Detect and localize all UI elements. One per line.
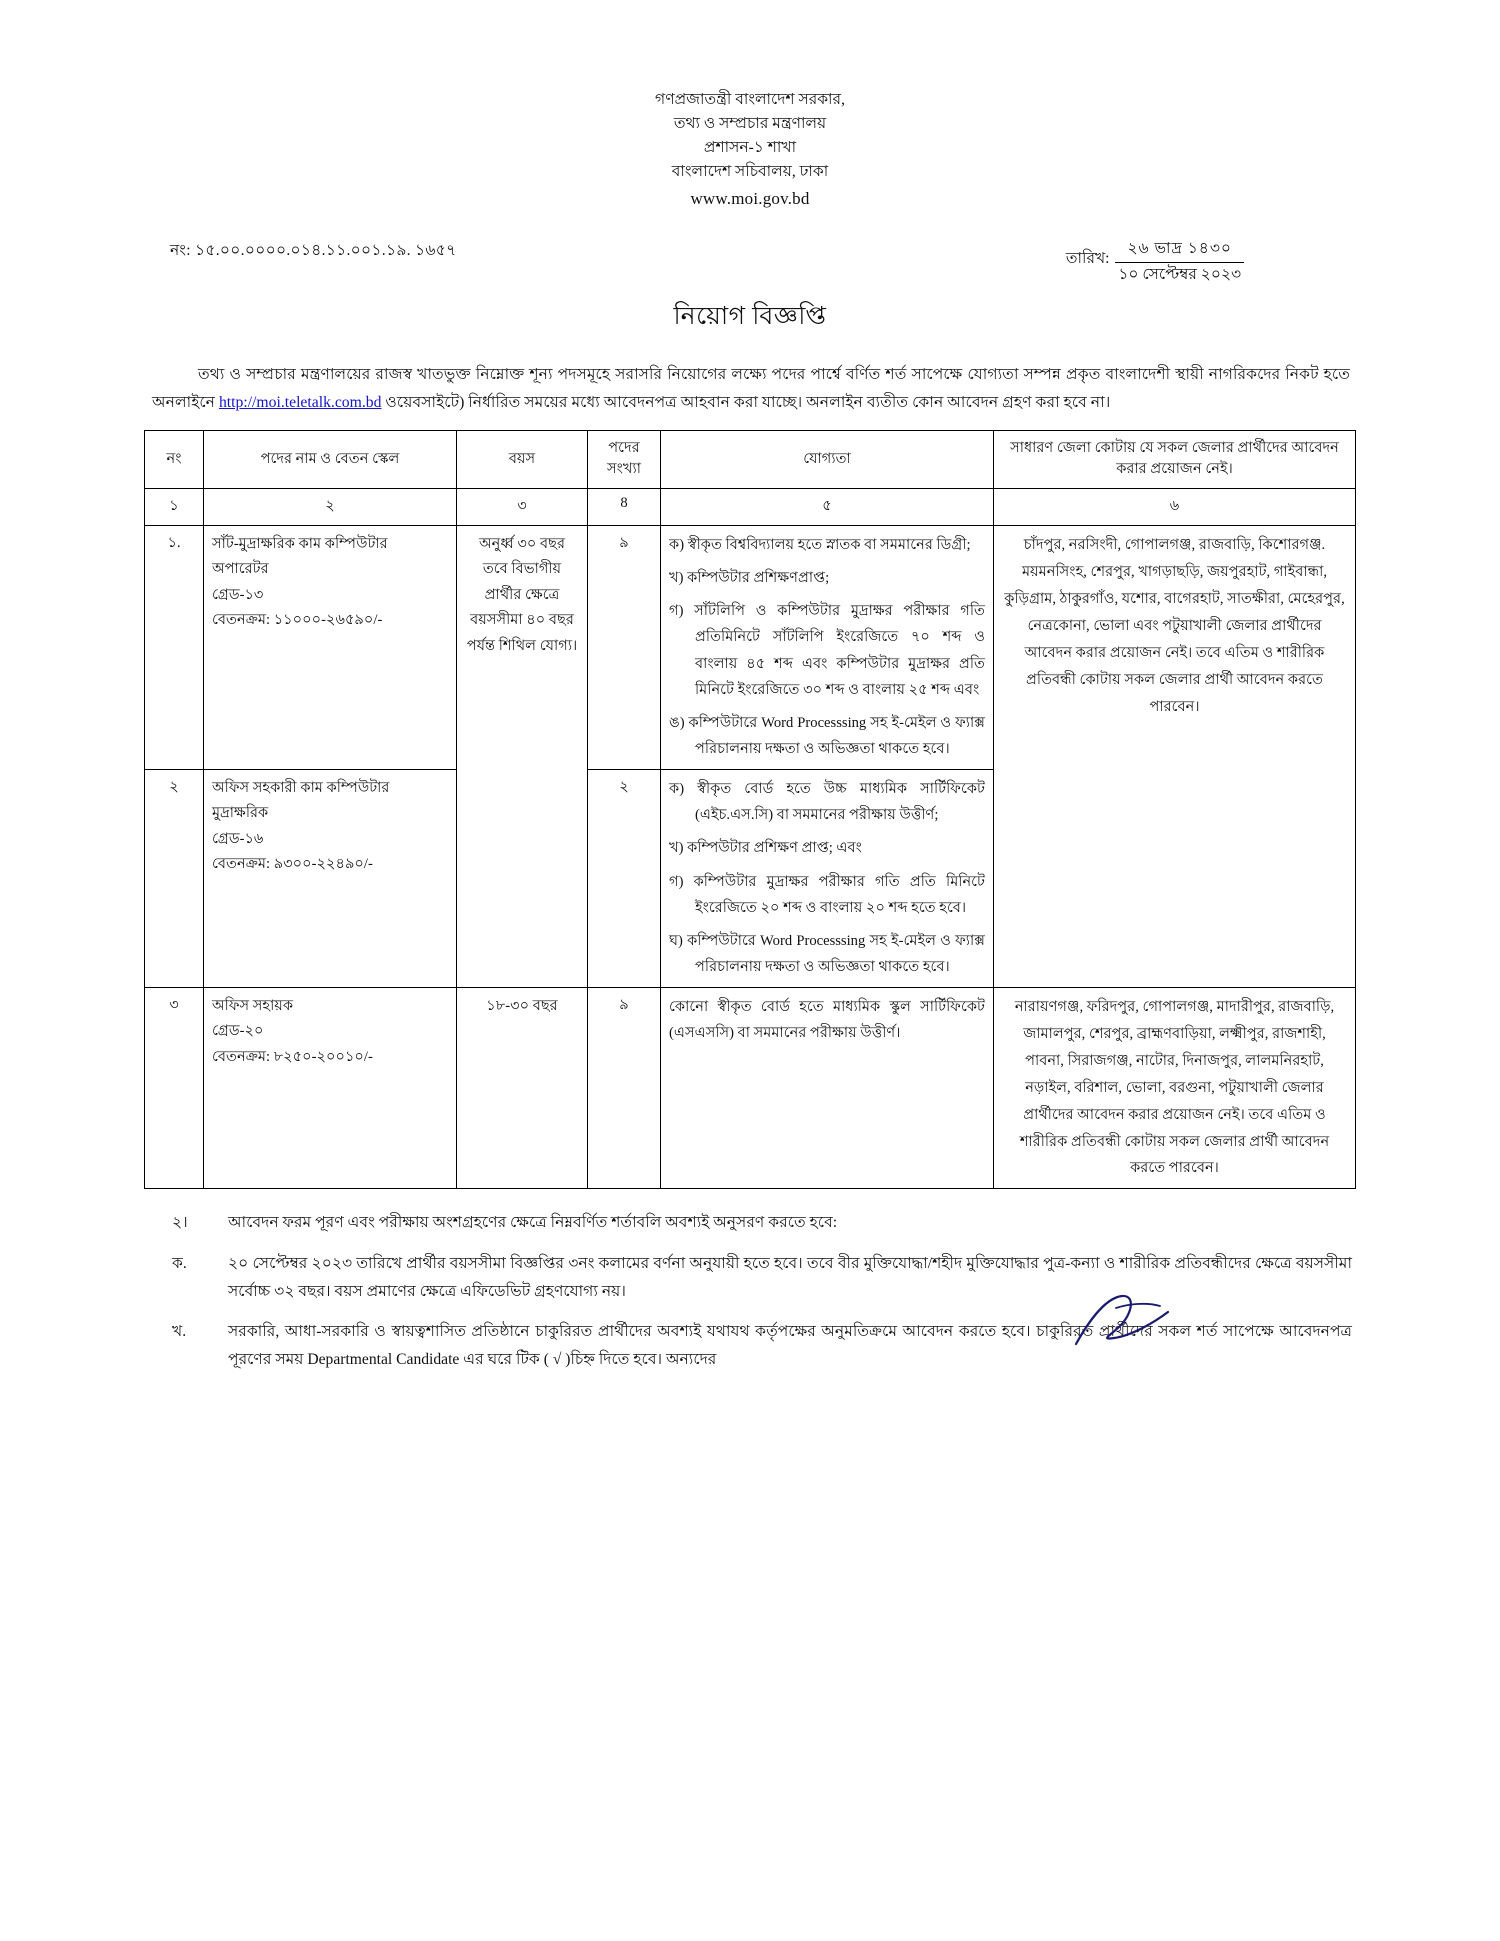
row-1-qual-d: ঙ) কম্পিউটারে Word Processsing সহ ই-মেইল ও ফ্যাক্স পরিচালনায় দক্ষতা ও অভিজ্ঞতা থাকতে হবে। bbox=[669, 715, 985, 758]
row-3-excluded-districts: নারায়ণগঞ্জ, ফরিদপুর, গোপালগঞ্জ, মাদারীপুর, রাজবাড়ি, জামালপুর, শেরপুর, ব্রাহ্মণবাড়িয়া, লক্ষ্মীপুর, রাজশাহী, পাবনা, সিরাজগঞ্জ, নাটোর, দিনাজপুর, লালমনিরহাট, নড়াইল, বরিশাল, ভোলা, বরগুনা, পটুয়াখালী জেলার প্রার্থীদের আবেদন করার প্রয়োজন নেই। তবে এতিম ও শারীরিক প্রতিবন্ধী কোটায় সকল জেলার প্রার্থী আবেদন করতে পারবেন। bbox=[994, 987, 1356, 1189]
header-sl: নং bbox=[145, 431, 204, 488]
rows-1-2-excluded-districts: চাঁদপুর, নরসিংদী, গোপালগঞ্জ, রাজবাড়ি, কিশোরগঞ্জ. ময়মনসিংহ, শেরপুর, খাগড়াছড়ি, জয়পুরহাট, গাইবান্ধা, কুড়িগ্রাম, ঠাকুরগাঁও, যশোর, বাগেরহাট, সাতক্ষীরা, মেহেরপুর, নেত্রকোনা, ভোলা এবং পটুয়াখালী জেলার প্রার্থীদের আবেদন করার প্রয়োজন নেই। তবে এতিম ও শারীরিক প্রতিবন্ধী কোটায় সকল জেলার প্রার্থী আবেদন করতে পারবেন। bbox=[994, 525, 1356, 987]
colnum-3: ৩ bbox=[457, 488, 588, 525]
vacancy-table bbox=[144, 430, 1356, 1189]
colnum-6: ৬ bbox=[994, 488, 1356, 525]
letterhead-line-4: বাংলাদেশ সচিবালয়, ঢাকা bbox=[671, 163, 829, 181]
row-1-pay-scale: বেতনক্রম: ১১০০০-২৬৫৯০/- bbox=[212, 612, 383, 629]
row-1-age: অনুর্ধ্ব ৩০ বছর তবে বিভাগীয় প্রার্থীর ক্ষেত্রে বয়সসীমা ৪০ বছর পর্যন্ত শিথিল যোগ্য। bbox=[457, 525, 588, 987]
row-2-post-line-1: অফিস সহকারী কাম কম্পিউটার bbox=[212, 779, 390, 796]
website-url[interactable]: www.moi.gov.bd bbox=[690, 189, 810, 209]
row-2-post-line-2: মুদ্রাক্ষরিক bbox=[212, 805, 269, 822]
row-3-sl: ৩ bbox=[145, 987, 204, 1189]
condition-intro bbox=[144, 1209, 1356, 1237]
row-2-qual-a: ক) স্বীকৃত বোর্ড হতে উচ্চ মাধ্যমিক সার্টিফিকেট (এইচ.এস.সি) বা সমমানের পরীক্ষায় উত্তীর্ণ; bbox=[669, 780, 985, 823]
row-1-qual-a: ক) স্বীকৃত বিশ্ববিদ্যালয় হতে স্নাতক বা সমমানের ডিগ্রী; bbox=[669, 536, 971, 553]
row-3-pay-scale: বেতনক্রম: ৮২৫০-২০০১০/- bbox=[212, 1048, 373, 1065]
row-3-post bbox=[204, 987, 457, 1189]
signature-mark bbox=[1056, 1286, 1206, 1356]
intro-part-1: তথ্য ও সম্প্রচার মন্ত্রণালয়ের রাজস্ব খাতভুক্ত নিম্নোক্ত শূন্য পদসমূহে সরাসরি নিয়োগের লক্ষ্যে পদের পার্শ্বে বর্ণিত শর্ত সাপেক্ষে যোগ্যতা সম্পন্ন প্রকৃত বাংলাদেশী স্থায়ী নাগরিকদের নিকট হতে অনলাইনে bbox=[152, 366, 1350, 411]
page-title: নিয়োগ বিজ্ঞপ্তি bbox=[673, 303, 827, 331]
header-post-name: পদের নাম ও বেতন স্কেল bbox=[204, 431, 457, 488]
row-3-post-grade: গ্রেড-২০ bbox=[212, 1023, 264, 1040]
application-website-link[interactable]: http://moi.teletalk.com.bd bbox=[218, 393, 382, 411]
row-1-post-line-1: সাঁট-মুদ্রাক্ষরিক কাম কম্পিউটার bbox=[212, 535, 388, 552]
row-2-post-grade: গ্রেড-১৬ bbox=[212, 830, 264, 847]
condition-b-mark: খ. bbox=[172, 1322, 187, 1340]
row-1-count: ৯ bbox=[588, 525, 661, 769]
row-1-post-line-2: অপারেটর bbox=[212, 561, 269, 578]
row-2-count: ২ bbox=[588, 769, 661, 987]
row-2-pay-scale: বেতনক্রম: ৯৩০০-২২৪৯০/- bbox=[212, 856, 373, 873]
row-3-age: ১৮-৩০ বছর bbox=[457, 987, 588, 1189]
header-excluded-districts: সাধারণ জেলা কোটায় যে সকল জেলার প্রার্থীদের আবেদন করার প্রয়োজন নেই। bbox=[994, 431, 1356, 488]
header-qualification: যোগ্যতা bbox=[661, 431, 994, 488]
row-3-qual-a: কোনো স্বীকৃত বোর্ড হতে মাধ্যমিক স্কুল সার্টিফিকেট (এসএসসি) বা সমমানের পরীক্ষায় উত্তীর্ণ। bbox=[669, 998, 985, 1041]
reference-line bbox=[144, 238, 1356, 286]
intro-paragraph bbox=[144, 361, 1356, 416]
letterhead-line-3: প্রশাসন-১ শাখা bbox=[703, 139, 797, 157]
row-1-post bbox=[204, 525, 457, 769]
row-1-qual-c: গ) সাঁটলিপি ও কম্পিউটার মুদ্রাক্ষর পরীক্ষার গতি প্রতিমিনিটে সাঁটলিপি ইংরেজিতে ৭০ শব্দ ও বাংলায় ৪৫ শব্দ এবং কম্পিউটার মুদ্রাক্ষর প্রতি মিনিটে ইংরেজিতে ৩০ শব্দ ও বাংলায় ২৫ শব্দ এবং bbox=[669, 603, 985, 698]
row-2-qual-b: খ) কম্পিউটার প্রশিক্ষণ প্রাপ্ত; এবং bbox=[669, 840, 862, 857]
colnum-1: ১ bbox=[145, 488, 204, 525]
letterhead-line-1: গণপ্রজাতন্ত্রী বাংলাদেশ সরকার, bbox=[655, 91, 845, 108]
row-2-qual-d: ঘ) কম্পিউটারে Word Processsing সহ ই-মেইল ও ফ্যাক্স পরিচালনায় দক্ষতা ও অভিজ্ঞতা থাকতে হবে। bbox=[669, 933, 985, 976]
letterhead bbox=[144, 88, 1356, 212]
letterhead-line-2: তথ্য ও সম্প্রচার মন্ত্রণালয় bbox=[673, 115, 827, 133]
condition-intro-text: আবেদন ফরম পূরণ এবং পরীক্ষায় অংশগ্রহণের ক্ষেত্রে নিম্নবর্ণিত শর্তাবলি অবশ্যই অনুসরণ করতে হবে: bbox=[228, 1214, 838, 1232]
row-1-sl: ১. bbox=[145, 525, 204, 769]
memo-number: নং: ১৫.০০.০০০০.০১৪.১১.০০১.১৯. ১৬৫৭ bbox=[170, 242, 457, 260]
row-2-post bbox=[204, 769, 457, 987]
condition-b-text: সরকারি, আধা-সরকারি ও স্বায়ত্বশাসিত প্রতিষ্ঠানে চাকুরিরত প্রার্থীদের অবশ্যই যথাযথ কর্তৃপক্ষের অনুমতিক্রমে আবেদন করতে হবে। চাকুরিরত প্রার্থীদের সকল শর্ত সাপেক্ষে আবেদনপত্র পূরণের সময় Departmental Candidate এর ঘরে টিক ( √ )চিহ্ন দিতে হবে। অন্যদের bbox=[228, 1322, 1352, 1368]
date-bangla: ২৬ ভাদ্র ১৪৩০ bbox=[1115, 238, 1244, 262]
row-3-qualification bbox=[661, 987, 994, 1189]
table-column-number-row bbox=[145, 488, 1356, 525]
intro-part-2: ওয়েবসাইটে) নির্ধারিত সময়ের মধ্যে আবেদনপত্র আহবান করা যাচ্ছে। অনলাইন ব্যতীত কোন আবেদন গ্রহণ করা হবে না। bbox=[381, 393, 1111, 411]
header-age: বয়স bbox=[457, 431, 588, 488]
row-1-qual-b: খ) কম্পিউটার প্রশিক্ষণপ্রাপ্ত; bbox=[669, 569, 830, 586]
colnum-5: ৫ bbox=[661, 488, 994, 525]
header-vacancy-count: পদের সংখ্যা bbox=[588, 431, 661, 488]
row-3-post-line-1: অফিস সহায়ক bbox=[212, 997, 294, 1014]
table-header-row bbox=[145, 431, 1356, 488]
row-2-qualification bbox=[661, 769, 994, 987]
row-2-qual-c: গ) কম্পিউটার মুদ্রাক্ষর পরীক্ষার গতি প্রতি মিনিটে ইংরেজিতে ২০ শব্দ ও বাংলায় ২০ শব্দ হতে হবে। bbox=[669, 873, 985, 916]
date-label: তারিখ: bbox=[1065, 250, 1110, 268]
row-1-qualification bbox=[661, 525, 994, 769]
condition-a-mark: ক. bbox=[172, 1254, 187, 1272]
row-3-count: ৯ bbox=[588, 987, 661, 1189]
condition-a-text: ২০ সেপ্টেম্বর ২০২৩ তারিখে প্রার্থীর বয়সসীমা বিজ্ঞপ্তির ৩নং কলামের বর্ণনা অনুযায়ী হতে হবে। তবে বীর মুক্তিযোদ্ধা/শহীদ মুক্তিযোদ্ধার পুত্র-কন্যা ও শারীরিক প্রতিবন্ধীদের ক্ষেত্রে বয়সসীমা সর্বোচ্চ ৩২ বছর। বয়স প্রমাণের ক্ষেত্রে এফিডেভিট গ্রহণযোগ্য নয়। bbox=[228, 1254, 1352, 1300]
colnum-2: ২ bbox=[204, 488, 457, 525]
table-row bbox=[145, 987, 1356, 1189]
date-block bbox=[1066, 238, 1356, 286]
row-2-sl: ২ bbox=[145, 769, 204, 987]
document-page bbox=[144, 0, 1356, 1374]
table-row bbox=[145, 525, 1356, 769]
condition-intro-mark: ২। bbox=[172, 1214, 188, 1232]
date-english: ১০ সেপ্টেম্বর ২০২৩ bbox=[1118, 265, 1242, 283]
row-1-post-grade: গ্রেড-১৩ bbox=[212, 586, 264, 603]
colnum-4: 8 bbox=[588, 488, 661, 525]
